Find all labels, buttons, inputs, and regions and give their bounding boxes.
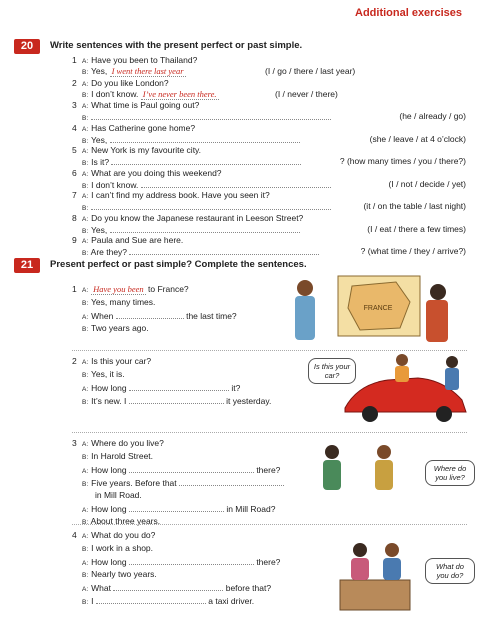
d4-blank-3[interactable]	[96, 595, 206, 604]
d2-line3: A: How long it?	[82, 383, 241, 393]
ex20-item-3-a: 3 A: What time is Paul going out?	[72, 100, 200, 110]
ex20-item-1-b: B: Yes, I went there last year	[82, 66, 184, 76]
ex20-item-2-b: B: I don’t know. I’ve never been there.	[82, 88, 217, 99]
d1-line2: B: Yes, many times.	[82, 297, 156, 307]
shop-worker-illustration	[330, 530, 420, 620]
d4-blank-1[interactable]	[129, 556, 254, 565]
d3-blank-1[interactable]	[129, 464, 254, 473]
ex20-hint-8: (I / eat / there a few times)	[367, 223, 466, 234]
speech-bubble-live: Where do you live?	[425, 460, 475, 486]
speech-bubble-job: What do you do?	[425, 558, 475, 584]
d4-blank-2[interactable]	[113, 582, 223, 591]
ex20-answer-2[interactable]: I’ve never been there.	[142, 88, 217, 99]
ex20-item-7-a: 7 A: I can’t find my address book. Have you seen it?	[72, 190, 270, 200]
ex20-item-2-a: 2 A: Do you like London?	[72, 77, 169, 88]
ex20-item-6-b: B: I don’t know.	[82, 179, 331, 192]
d2-line2: B: Yes, it is.	[82, 369, 125, 379]
d4-line6: B: I a taxi driver.	[82, 596, 255, 606]
map-label: FRANCE	[363, 305, 393, 312]
ex20-hint-7: (it / on the table / last night)	[363, 201, 466, 211]
d4-line4: B: Nearly two years.	[82, 569, 157, 579]
ex20-item-9-b: B: Are they?	[82, 246, 319, 259]
ex20-item-4-b: B: Yes,	[82, 134, 300, 147]
page-header: Additional exercises	[355, 7, 462, 19]
d3-line5: in Mill Road.	[95, 490, 142, 500]
d1-answer[interactable]: Have you been	[93, 284, 144, 294]
ex20-item-3-b: B:	[82, 111, 331, 124]
france-map-illustration	[260, 272, 460, 344]
d1-blank[interactable]	[116, 310, 184, 319]
ex20-blank-5[interactable]	[111, 156, 301, 165]
d3-line4: B: Five years. Before that	[82, 477, 284, 490]
ex20-blank-9[interactable]	[129, 246, 319, 255]
separator-2	[72, 432, 467, 433]
exercise-21-instruction: Present perfect or past simple? Complete the sentences.	[50, 259, 307, 270]
exercise-number-21: 21	[14, 258, 40, 273]
ex20-item-9-a: 9 A: Paula and Sue are here.	[72, 235, 184, 245]
two-people-illustration	[310, 440, 410, 512]
red-car-illustration	[340, 350, 470, 430]
d3-line7: B: About three years.	[82, 516, 161, 526]
exercise-20-instruction: Write sentences with the present perfect or past simple.	[50, 40, 303, 51]
ex20-blank-6[interactable]	[141, 179, 331, 188]
ex20-item-5-a: 5 A: New York is my favourite city.	[72, 145, 202, 155]
d3-line6: A: How long in Mill Road?	[82, 504, 276, 514]
d3-line3: A: How long there?	[82, 465, 281, 475]
ex20-item-4-a: 4 A: Has Catherine gone home?	[72, 122, 196, 133]
d2-blank-2[interactable]	[129, 395, 224, 404]
ex20-hint-2: (I / never / there)	[275, 88, 338, 99]
d4-line1: 4 A: What do you do?	[72, 530, 156, 540]
ex20-blank-3[interactable]	[91, 111, 331, 120]
ex20-hint-6: (I / not / decide / yet)	[388, 178, 466, 189]
d1-line1: 1 A: Have you been to France?	[72, 284, 189, 294]
d3-blank-3[interactable]	[129, 503, 224, 512]
ex20-hint-3: (he / already / go)	[399, 111, 466, 121]
d3-line1: 3 A: Where do you live?	[72, 438, 164, 448]
d4-line2: B: I work in a shop.	[82, 543, 154, 553]
exercise-number-20: 20	[14, 39, 40, 54]
d1-line4: B: Two years ago.	[82, 323, 149, 333]
d4-line5: A: What before that?	[82, 583, 272, 593]
ex20-item-8-a: 8 A: Do you know the Japanese restaurant in Leeson Street?	[72, 212, 304, 223]
ex20-hint-5: ? (how many times / you / there?)	[339, 156, 466, 166]
ex20-item-1-a: 1 A: Have you been to Thailand?	[72, 55, 198, 65]
ex20-blank-7[interactable]	[91, 201, 331, 210]
speech-bubble-car: Is this your car?	[308, 358, 356, 384]
separator-3	[72, 524, 467, 525]
d2-blank-1[interactable]	[129, 382, 229, 391]
ex20-hint-9: ? (what time / they / arrive?)	[360, 246, 466, 256]
ex20-blank-8[interactable]	[110, 224, 300, 233]
ex20-hint-1: (I / go / there / last year)	[265, 66, 356, 76]
d2-line1: 2 A: Is this your car?	[72, 356, 152, 366]
ex20-item-7-b: B:	[82, 201, 331, 214]
ex20-item-8-b: B: Yes,	[82, 224, 300, 237]
d4-line3: A: How long there?	[82, 557, 281, 567]
ex20-item-5-b: B: Is it?	[82, 156, 301, 169]
ex20-answer-1[interactable]: I went there last year	[111, 66, 184, 76]
ex20-hint-4: (she / leave / at 4 o’clock)	[369, 133, 466, 144]
ex20-blank-4[interactable]	[110, 134, 300, 143]
ex20-item-6-a: 6 A: What are you doing this weekend?	[72, 167, 222, 178]
d3-line2: B: In Harold Street.	[82, 451, 154, 461]
d1-line3: A: When the last time?	[82, 311, 237, 321]
d3-blank-2[interactable]	[179, 477, 284, 486]
d2-line4: B: It’s new. I it yesterday.	[82, 396, 272, 406]
